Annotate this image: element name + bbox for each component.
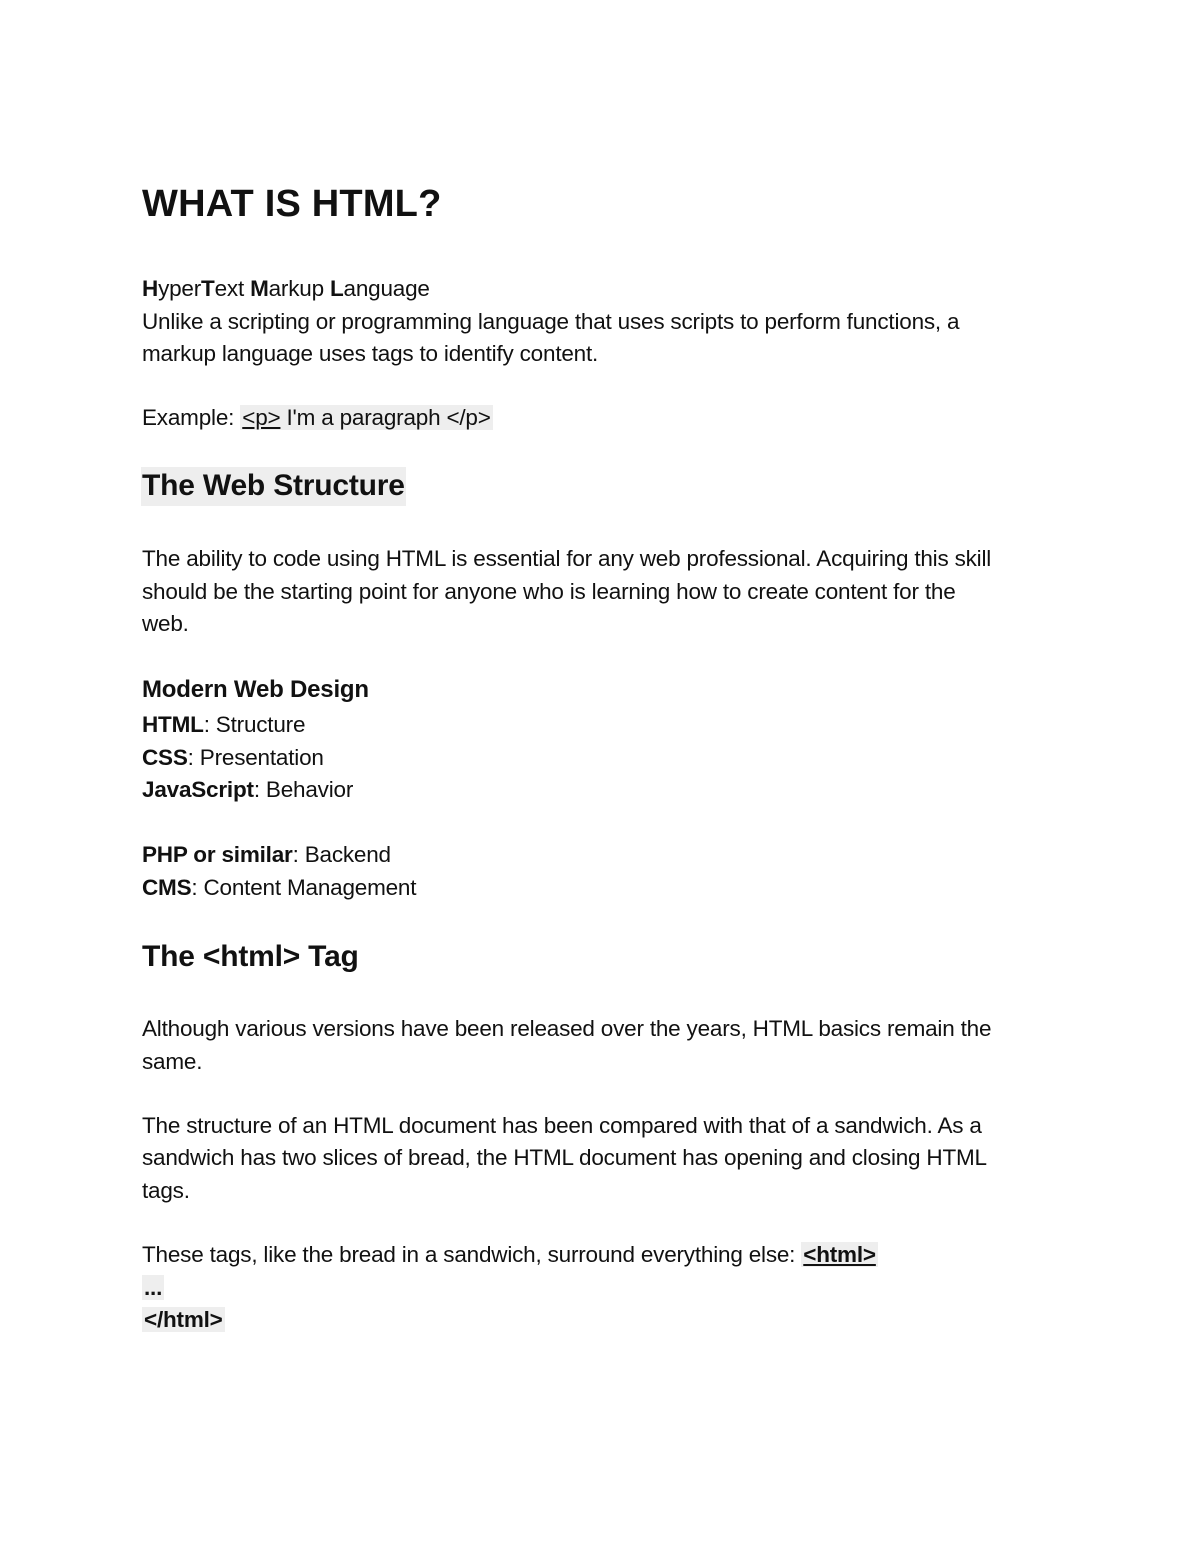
list-item-html: HTML: Structure — [142, 712, 306, 737]
html-tag-p2-line-3: tags. — [142, 1178, 190, 1203]
html-tag-p2-line-2: sandwich has two slices of bread, the HTML document has opening and closing HTML — [142, 1145, 987, 1170]
html-close-tag: </html> — [144, 1307, 223, 1332]
example-line: Example: <p> I'm a paragraph </p> — [142, 405, 491, 430]
list-item-php: PHP or similar: Backend — [142, 842, 391, 867]
list-item-css: CSS: Presentation — [142, 745, 324, 770]
list-item-javascript: JavaScript: Behavior — [142, 777, 354, 802]
html-tag-p2-line-1: The structure of an HTML document has been compared with that of a sandwich. As a — [142, 1113, 982, 1138]
initial-h: H — [142, 276, 159, 301]
initial-l: L — [329, 276, 344, 301]
example-open-tag[interactable]: <p> — [242, 405, 281, 430]
html-tag-p1-line-1: Although various versions have been released over the years, HTML basics remain the — [142, 1016, 992, 1041]
intro-line-1: Unlike a scripting or programming language that uses scripts to perform functions, a — [142, 309, 960, 334]
example-code: <p> I'm a paragraph </p> — [242, 405, 491, 430]
intro-line-2: markup language uses tags to identify content. — [142, 341, 599, 366]
web-structure-line-3: web. — [142, 611, 189, 636]
definition-line: HyperText Markup Language — [142, 276, 430, 301]
list-item-cms: CMS: Content Management — [142, 875, 417, 900]
web-structure-line-2: should be the starting point for anyone who is learning how to create content for the — [142, 579, 956, 604]
heading-web-structure: The Web Structure — [142, 469, 406, 503]
html-tag-p1-line-2: same. — [142, 1049, 203, 1074]
initial-t: T — [201, 276, 215, 301]
heading-html-tag: The <html> Tag — [142, 940, 359, 973]
web-structure-line-1: The ability to code using HTML is essential for any web professional. Acquiring this skill — [142, 546, 992, 571]
initial-m: M — [250, 276, 269, 301]
html-ellipsis: ... — [144, 1275, 163, 1300]
page-title: WHAT IS HTML? — [142, 183, 442, 225]
heading-modern-web-design: Modern Web Design — [142, 676, 369, 703]
html-tag-p3-line: These tags, like the bread in a sandwich, surround everything else: <html> — [142, 1242, 876, 1267]
html-open-tag-link[interactable]: <html> — [803, 1242, 876, 1267]
